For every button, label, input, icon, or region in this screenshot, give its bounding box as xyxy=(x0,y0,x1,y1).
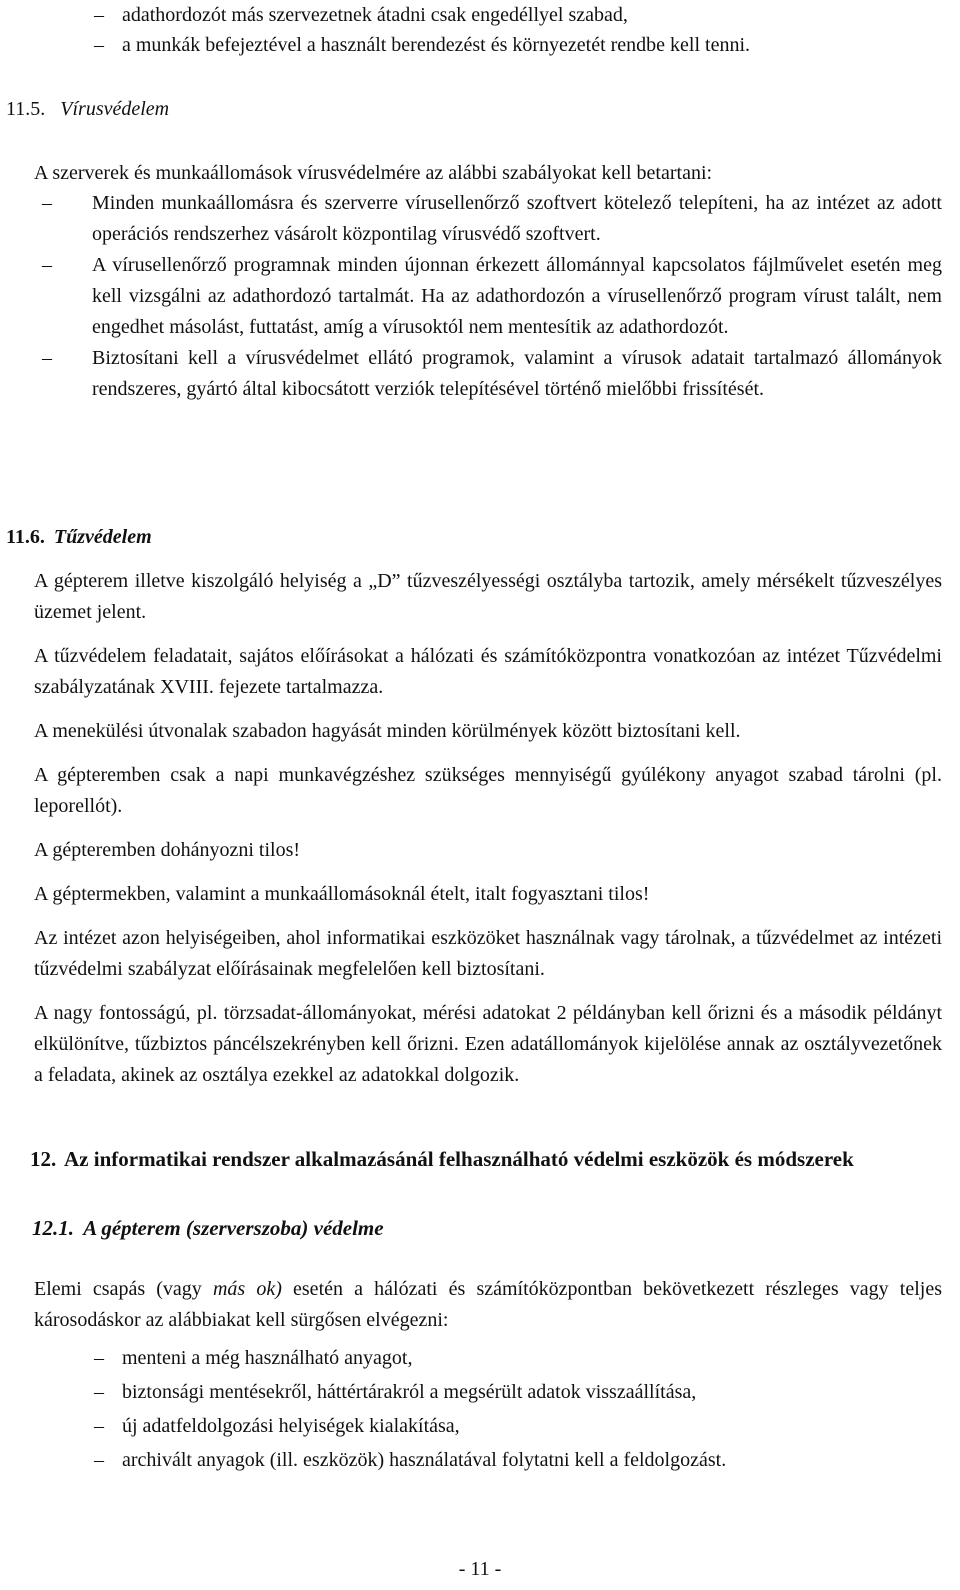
dash-bullet: – xyxy=(42,254,52,276)
dash-bullet: – xyxy=(42,192,52,214)
list-item-text: Biztosítani kell a vírusvédelmet ellátó programok, valamint a vírusok adatait tartalmazó állományok rendszeres, gyártó által kibocsátott verziók telepítésével történő mielőbbi frissítését. xyxy=(92,347,942,400)
list-item xyxy=(0,1377,960,1411)
dash-bullet: – xyxy=(94,1347,104,1369)
dash-bullet: – xyxy=(94,4,104,26)
intro-text-c: esetén a hálózati és számítóközpontban bekövetkezett részleges vagy teljes károsodáskor az alábbiakat kell sürgősen elvégezni: xyxy=(34,1278,942,1331)
paragraph: A menekülési útvonalak szabadon hagyását minden körülmények között biztosítani kell. xyxy=(34,720,741,742)
list-item-text: új adatfeldolgozási helyiségek kialakítása, xyxy=(122,1415,460,1437)
list-item-text: adathordozót más szervezetnek átadni csak engedéllyel szabad, xyxy=(122,4,628,26)
chapter-number: 12. xyxy=(30,1147,57,1171)
dash-bullet: – xyxy=(94,34,104,56)
recovery-steps-list xyxy=(0,1343,960,1479)
paragraph: A tűzvédelem feladatait, sajátos előírásokat a hálózati és számítóközpontra vonatkozóan az intézet Tűzvédelmi szabályzatának XVIII. fejezete tartalmazza. xyxy=(34,645,942,698)
virus-rules-list xyxy=(34,188,942,405)
list-item-text: Minden munkaállomásra és szerverre vírusellenőrző szoftvert kötelező telepíteni, ha az intézet az adott operációs rendszerhez vásárolt központilag vírusvédő szoftvert. xyxy=(92,192,942,245)
section-number: 11.6. xyxy=(6,526,45,548)
section-number: 11.5. xyxy=(6,98,46,120)
page-number: - 11 - xyxy=(458,1558,502,1580)
section-heading-11-5 xyxy=(6,94,169,125)
section-title: Tűzvédelem xyxy=(53,526,152,548)
fire-protection-paragraphs xyxy=(34,566,942,1091)
dash-bullet: – xyxy=(94,1415,104,1437)
section-number: 12.1. xyxy=(32,1216,74,1240)
dash-bullet: – xyxy=(94,1449,104,1471)
paragraph xyxy=(34,1274,942,1336)
paragraph: A gépteremben dohányozni tilos! xyxy=(34,839,301,861)
intro-text-a: Elemi csapás (vagy xyxy=(34,1278,213,1300)
chapter-heading-12 xyxy=(30,1143,942,1175)
paragraph: A gépteremben csak a napi munkavégzéshez szükséges mennyiségű gyúlékony anyagot szabad tárolni (pl. leporellót). xyxy=(34,764,942,817)
section-heading-12-1 xyxy=(32,1213,384,1244)
paragraph: A nagy fontosságú, pl. törzsadat-állományokat, mérési adatokat 2 példányban kell őrizni és a második példányt elkülönítve, tűzbiztos páncélszekrényben kell őrizni. Ezen adatállományok kijelölése annak az osztályvezetőnek a feladata, akinek az osztálya ezekkel az adatokkal dolgozik. xyxy=(34,1002,942,1086)
list-item xyxy=(0,1343,960,1377)
dash-bullet: – xyxy=(42,347,52,369)
list-item xyxy=(0,30,960,61)
list-item-text: A vírusellenőrző programnak minden újonnan érkezett állománnyal kapcsolatos fájlművelet esetén meg kell vizsgálni az adathordozó tartalmát. Ha az adathordozón a vírusellenőrző program vírust talált, nem engedhet másolást, futtatást, amíg a vírusoktól nem mentesítik az adathordozót. xyxy=(92,254,942,338)
list-item-text: menteni a még használható anyagot, xyxy=(122,1347,413,1369)
chapter-title: Az informatikai rendszer alkalmazásánál felhasználható védelmi eszközök és módszerek xyxy=(64,1147,854,1171)
list-item-text: biztonsági mentésekről, háttértárakról a megsérült adatok visszaállítása, xyxy=(122,1381,697,1403)
section-title: A gépterem (szerverszoba) védelme xyxy=(83,1216,384,1240)
list-item-text: a munkák befejeztével a használt berendezést és környezetét rendbe kell tenni. xyxy=(122,34,751,56)
list-item xyxy=(0,0,960,31)
paragraph: A gépterem illetve kiszolgáló helyiség a „D” tűzveszélyességi osztályba tartozik, amely mérsékelt tűzveszélyes üzemet jelent. xyxy=(34,570,942,623)
list-item-text: archivált anyagok (ill. eszközök) használatával folytatni kell a feldolgozást. xyxy=(122,1449,727,1471)
list-item xyxy=(0,1445,960,1479)
list-item xyxy=(0,1411,960,1445)
dash-bullet: – xyxy=(94,1381,104,1403)
list-item xyxy=(34,250,942,343)
section-heading-11-6 xyxy=(6,522,152,553)
section-title: Vírusvédelem xyxy=(60,98,170,120)
paragraph: A géptermekben, valamint a munkaállomásoknál ételt, italt fogyasztani tilos! xyxy=(34,883,650,905)
paragraph: Az intézet azon helyiségeiben, ahol informatikai eszközöket használnak vagy tárolnak, a tűzvédelmet az intézeti tűzvédelmi szabályzat előírásainak megfelelően kell biztosítani. xyxy=(34,927,942,980)
intro-text-italic: más ok) xyxy=(212,1278,282,1300)
list-item xyxy=(34,343,942,405)
paragraph: A szerverek és munkaállomások vírusvédelmére az alábbi szabályokat kell betartani: xyxy=(34,162,713,184)
list-item xyxy=(34,188,942,250)
